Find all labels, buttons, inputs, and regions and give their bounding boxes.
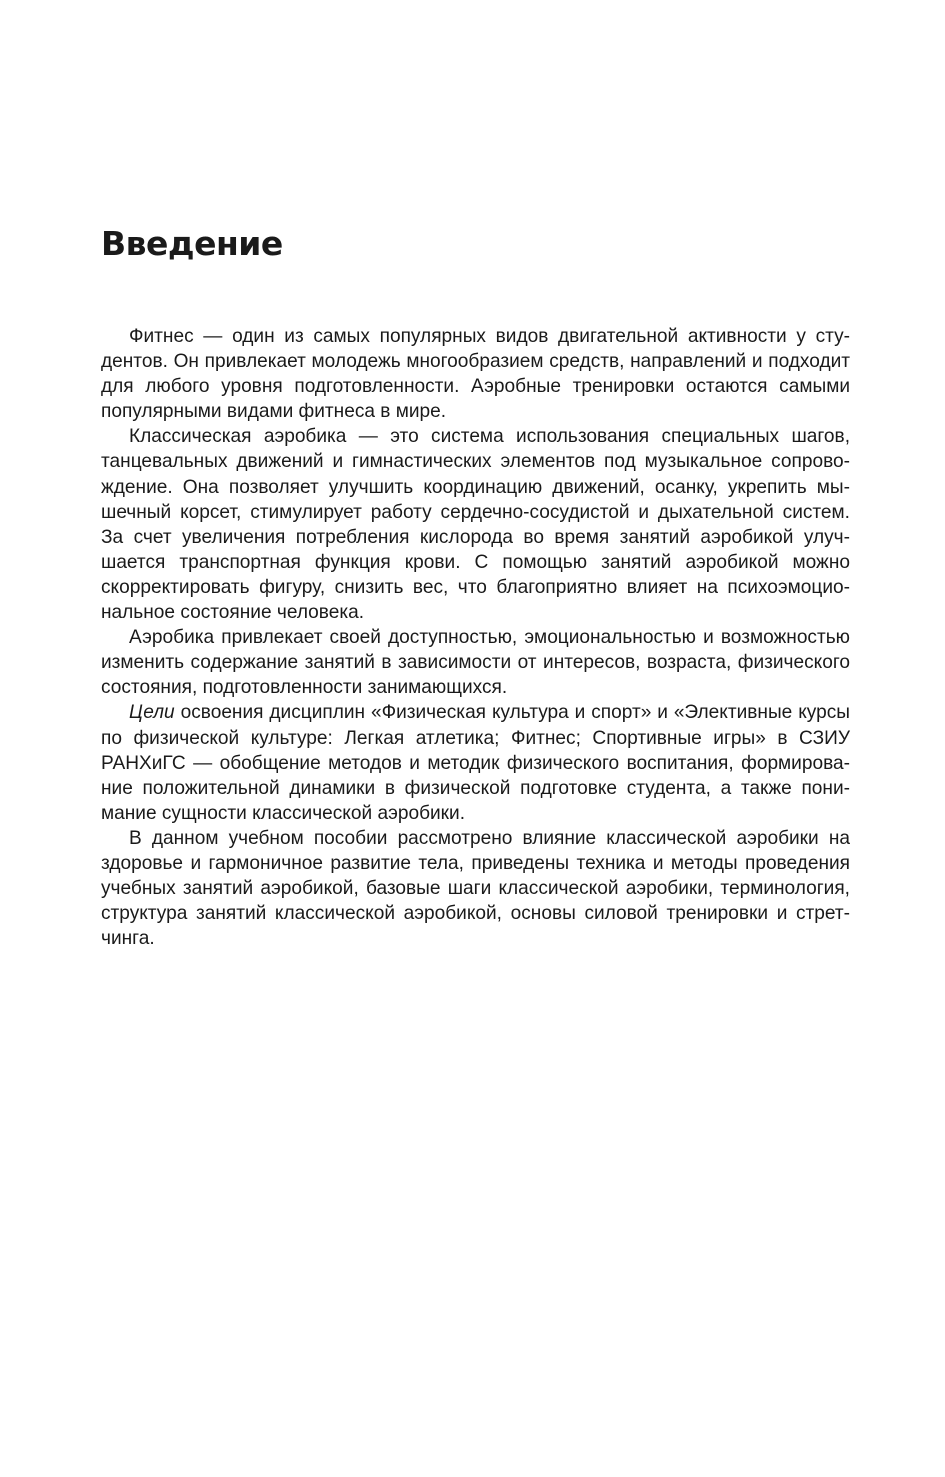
paragraph-fitness-intro	[101, 324, 850, 424]
paragraph-manual-contents	[101, 826, 850, 951]
body-text	[101, 324, 850, 951]
paragraph-text: Классическая аэробика — это система использования специальных шагов, танцевальных движений и гимнастических элементов под музыкальное сопровождение. Она позволяет улучшить координацию движений, осанку, укрепить мышечный корсет, стимулирует работу сердечно-сосудистой и дыхательной систем. За счет увеличения потребления кислорода во время занятий аэробикой улучшается транспортная функция крови. С помощью занятий аэробикой можно скорректировать фигуру, снизить вес, что благоприятно влияет на психоэмоциональное состояние человека.	[101, 426, 850, 624]
paragraph-text: В данном учебном пособии рассмотрено влияние классической аэробики на здоровье и гармоничное развитие тела, приведены техника и методы проведения учебных занятий аэробикой, базовые шаги классической аэробики, терминология, структура занятий классической аэробикой, основы силовой тренировки и стретчинга.	[101, 827, 850, 950]
paragraph-text: Фитнес — один из самых популярных видов двигательной активности у студентов. Он привлекает молодежь многообразием средств, направлений и подходит для любого уровня подготовленности. Аэробные тренировки остаются самыми популярными видами фитнеса в мире.	[101, 326, 850, 423]
paragraph-goals	[101, 700, 850, 825]
paragraph-classic-aerobics	[101, 424, 850, 625]
paragraph-lead-italic: Цели	[129, 702, 175, 724]
paragraph-text: Аэробика привлекает своей доступностью, эмоциональностью и возможностью изменить содержание занятий в зависимости от интересов, возраста, физического состояния, подготовленности занимающихся.	[101, 627, 850, 699]
paragraph-text: освоения дисциплин «Физическая культура и спорт» и «Элективные курсы по физической культуре: Легкая атлетика; Фитнес; Спортивные игры» в СЗИУ РАНХиГС — обобщение методов и методик физического воспитания, формирование положительной динамики в физической подготовке студента, а также понимание сущности классической аэробики.	[101, 702, 850, 824]
page-title: Введение	[101, 224, 283, 263]
paragraph-aerobics-appeal	[101, 625, 850, 700]
